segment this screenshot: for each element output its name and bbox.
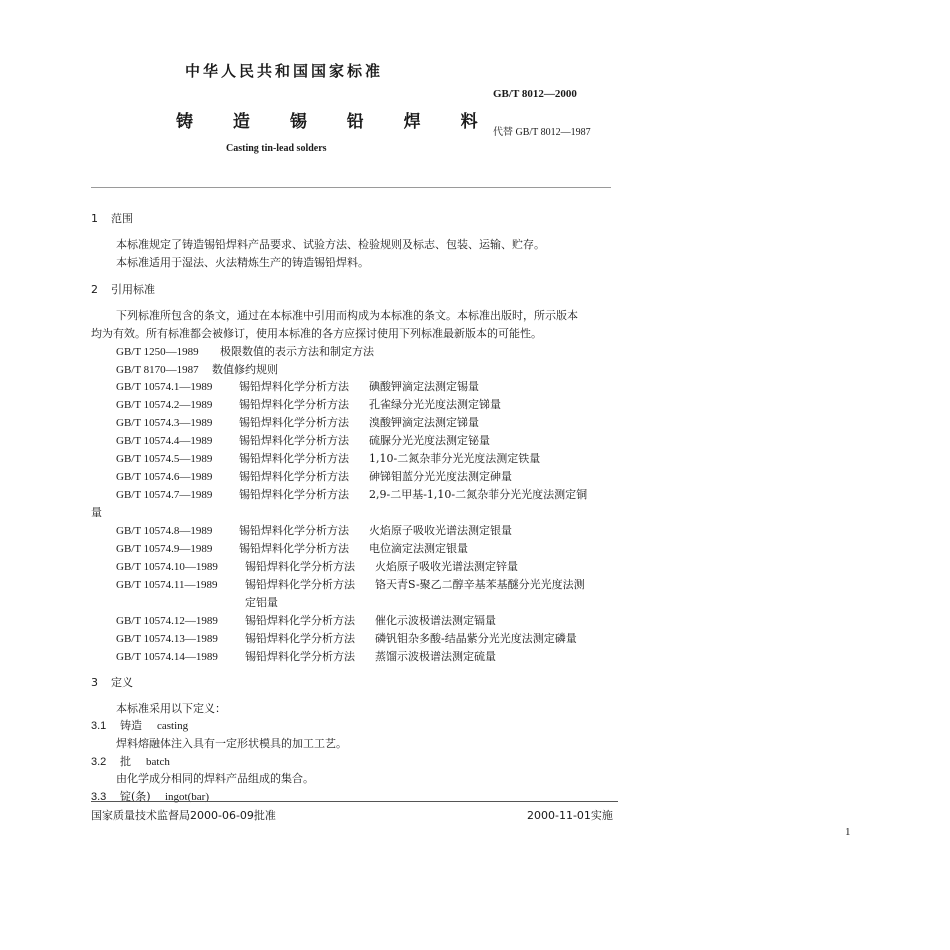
reference-method: 溴酸钾滴定法测定锑量	[369, 416, 479, 429]
reference-code: GB/T 1250—1989	[116, 346, 199, 358]
english-title: Casting tin-lead solders	[226, 143, 327, 154]
reference-code: GB/T 10574.4—1989	[116, 435, 213, 447]
definition-english: casting	[157, 720, 189, 732]
reference-item	[116, 361, 278, 377]
replaces-standard: 代替 GB/T 8012—1987	[493, 127, 591, 138]
reference-title: 极限数值的表示方法和制定方法	[220, 345, 374, 358]
document-title: 铸 造 锡 铅 焊 料	[176, 112, 495, 132]
reference-series: 锡铅焊料化学分析方法	[239, 524, 349, 537]
reference-series: 锡铅焊料化学分析方法	[239, 452, 349, 465]
reference-item	[116, 468, 512, 484]
reference-code: GB/T 10574.14—1989	[116, 651, 218, 663]
national-standard-title: 中华人民共和国国家标准	[185, 62, 384, 80]
reference-method: 磷钒钼杂多酸-结晶紫分光光度法测定磷量	[375, 632, 577, 645]
definition-term: 批	[120, 755, 131, 768]
implementation-date: 2000-11-01实施	[527, 809, 613, 822]
reference-code: GB/T 10574.11—1989	[116, 579, 218, 591]
definition-number: 3.1	[91, 720, 107, 732]
definition-term: 铸造	[120, 719, 142, 732]
reference-method: 碘酸钾滴定法测定锡量	[369, 380, 479, 393]
header-divider	[91, 187, 611, 188]
reference-method: 砷锑钼蓝分光光度法测定砷量	[369, 470, 512, 483]
section-1-heading	[91, 210, 133, 226]
section-2-heading	[91, 281, 155, 297]
definition-english: ingot(bar)	[165, 791, 209, 803]
reference-code: GB/T 10574.1—1989	[116, 381, 213, 393]
section-number: 2	[91, 283, 98, 296]
reference-item	[116, 343, 374, 359]
reference-series: 锡铅焊料化学分析方法	[239, 416, 349, 429]
reference-item	[116, 630, 577, 646]
definition-number: 3.2	[91, 756, 107, 768]
standard-number: GB/T 8012—2000	[493, 88, 577, 100]
reference-method: 火焰原子吸收光谱法测定银量	[369, 524, 512, 537]
reference-method: 火焰原子吸收光谱法测定锌量	[375, 560, 518, 573]
reference-wrap-line: 量	[91, 506, 102, 519]
reference-method: 2,9-二甲基-1,10-二氮杂菲分光光度法测定铜	[369, 488, 588, 501]
reference-code: GB/T 10574.2—1989	[116, 399, 213, 411]
page-number: 1	[845, 826, 851, 838]
footer-divider	[91, 801, 618, 802]
definition-heading	[91, 717, 188, 733]
section-number: 1	[91, 212, 98, 225]
reference-series: 锡铅焊料化学分析方法	[239, 542, 349, 555]
reference-series: 锡铅焊料化学分析方法	[245, 614, 355, 627]
reference-item	[116, 558, 518, 574]
reference-item	[116, 540, 468, 556]
reference-method: 孔雀绿分光光度法测定锑量	[369, 398, 501, 411]
reference-series: 锡铅焊料化学分析方法	[245, 560, 355, 573]
reference-item	[116, 486, 587, 502]
reference-method: 1,10-二氮杂菲分光光度法测定铁量	[369, 452, 541, 465]
reference-code: GB/T 10574.8—1989	[116, 525, 213, 537]
definition-term: 锭(条)	[120, 790, 151, 803]
section-title: 范围	[111, 212, 133, 225]
reference-method: 催化示波极谱法测定镉量	[375, 614, 496, 627]
reference-item	[116, 612, 496, 628]
reference-series: 锡铅焊料化学分析方法	[239, 380, 349, 393]
section-3-intro: 本标准采用以下定义：	[116, 702, 226, 715]
reference-wrap-line: 定铝量	[245, 596, 278, 609]
reference-code: GB/T 10574.12—1989	[116, 615, 218, 627]
section-1-paragraph-1: 本标准规定了铸造锡铅焊料产品要求、试验方法、检验规则及标志、包装、运输、贮存。	[116, 238, 545, 251]
section-2-intro-line-2: 均为有效。所有标准都会被修订，使用本标准的各方应探讨使用下列标准最新版本的可能性。	[91, 327, 542, 340]
definition-description: 由化学成分相同的焊料产品组成的集合。	[116, 772, 314, 785]
reference-item	[116, 648, 496, 664]
reference-series: 锡铅焊料化学分析方法	[239, 470, 349, 483]
section-3-heading	[91, 674, 133, 690]
reference-code: GB/T 10574.7—1989	[116, 489, 213, 501]
reference-series: 锡铅焊料化学分析方法	[239, 398, 349, 411]
approval-statement: 国家质量技术监督局2000-06-09批准	[91, 809, 276, 822]
section-2-intro-line-1: 下列标准所包含的条文，通过在本标准中引用而构成为本标准的条文。本标准出版时，所示版本	[116, 309, 578, 322]
reference-title: 数值修约规则	[212, 363, 278, 376]
reference-code: GB/T 10574.9—1989	[116, 543, 213, 555]
reference-method: 铬天青S-聚乙二醇辛基苯基醚分光光度法测	[375, 578, 585, 591]
section-number: 3	[91, 676, 98, 689]
reference-method: 蒸馏示波极谱法测定硫量	[375, 650, 496, 663]
reference-series: 锡铅焊料化学分析方法	[245, 578, 355, 591]
reference-item	[116, 450, 540, 466]
reference-item	[116, 396, 501, 412]
definition-english: batch	[146, 756, 170, 768]
reference-item	[116, 522, 512, 538]
reference-method: 硫脲分光光度法测定铋量	[369, 434, 490, 447]
reference-method: 电位滴定法测定银量	[369, 542, 468, 555]
definition-number: 3.3	[91, 791, 107, 803]
reference-code: GB/T 10574.5—1989	[116, 453, 213, 465]
reference-series: 锡铅焊料化学分析方法	[239, 434, 349, 447]
reference-item	[116, 414, 479, 430]
reference-code: GB/T 10574.3—1989	[116, 417, 213, 429]
reference-code: GB/T 8170—1987	[116, 364, 199, 376]
definition-heading	[91, 753, 170, 769]
section-1-paragraph-2: 本标准适用于湿法、火法精炼生产的铸造锡铅焊料。	[116, 256, 369, 269]
reference-code: GB/T 10574.13—1989	[116, 633, 218, 645]
reference-item	[116, 432, 490, 448]
section-title: 定义	[111, 676, 133, 689]
definition-description: 焊料熔融体注入具有一定形状模具的加工工艺。	[116, 737, 347, 750]
reference-series: 锡铅焊料化学分析方法	[239, 488, 349, 501]
reference-series: 锡铅焊料化学分析方法	[245, 650, 355, 663]
reference-item	[116, 576, 585, 592]
reference-series: 锡铅焊料化学分析方法	[245, 632, 355, 645]
reference-code: GB/T 10574.10—1989	[116, 561, 218, 573]
section-title: 引用标准	[111, 283, 155, 296]
reference-code: GB/T 10574.6—1989	[116, 471, 213, 483]
reference-item	[116, 378, 479, 394]
